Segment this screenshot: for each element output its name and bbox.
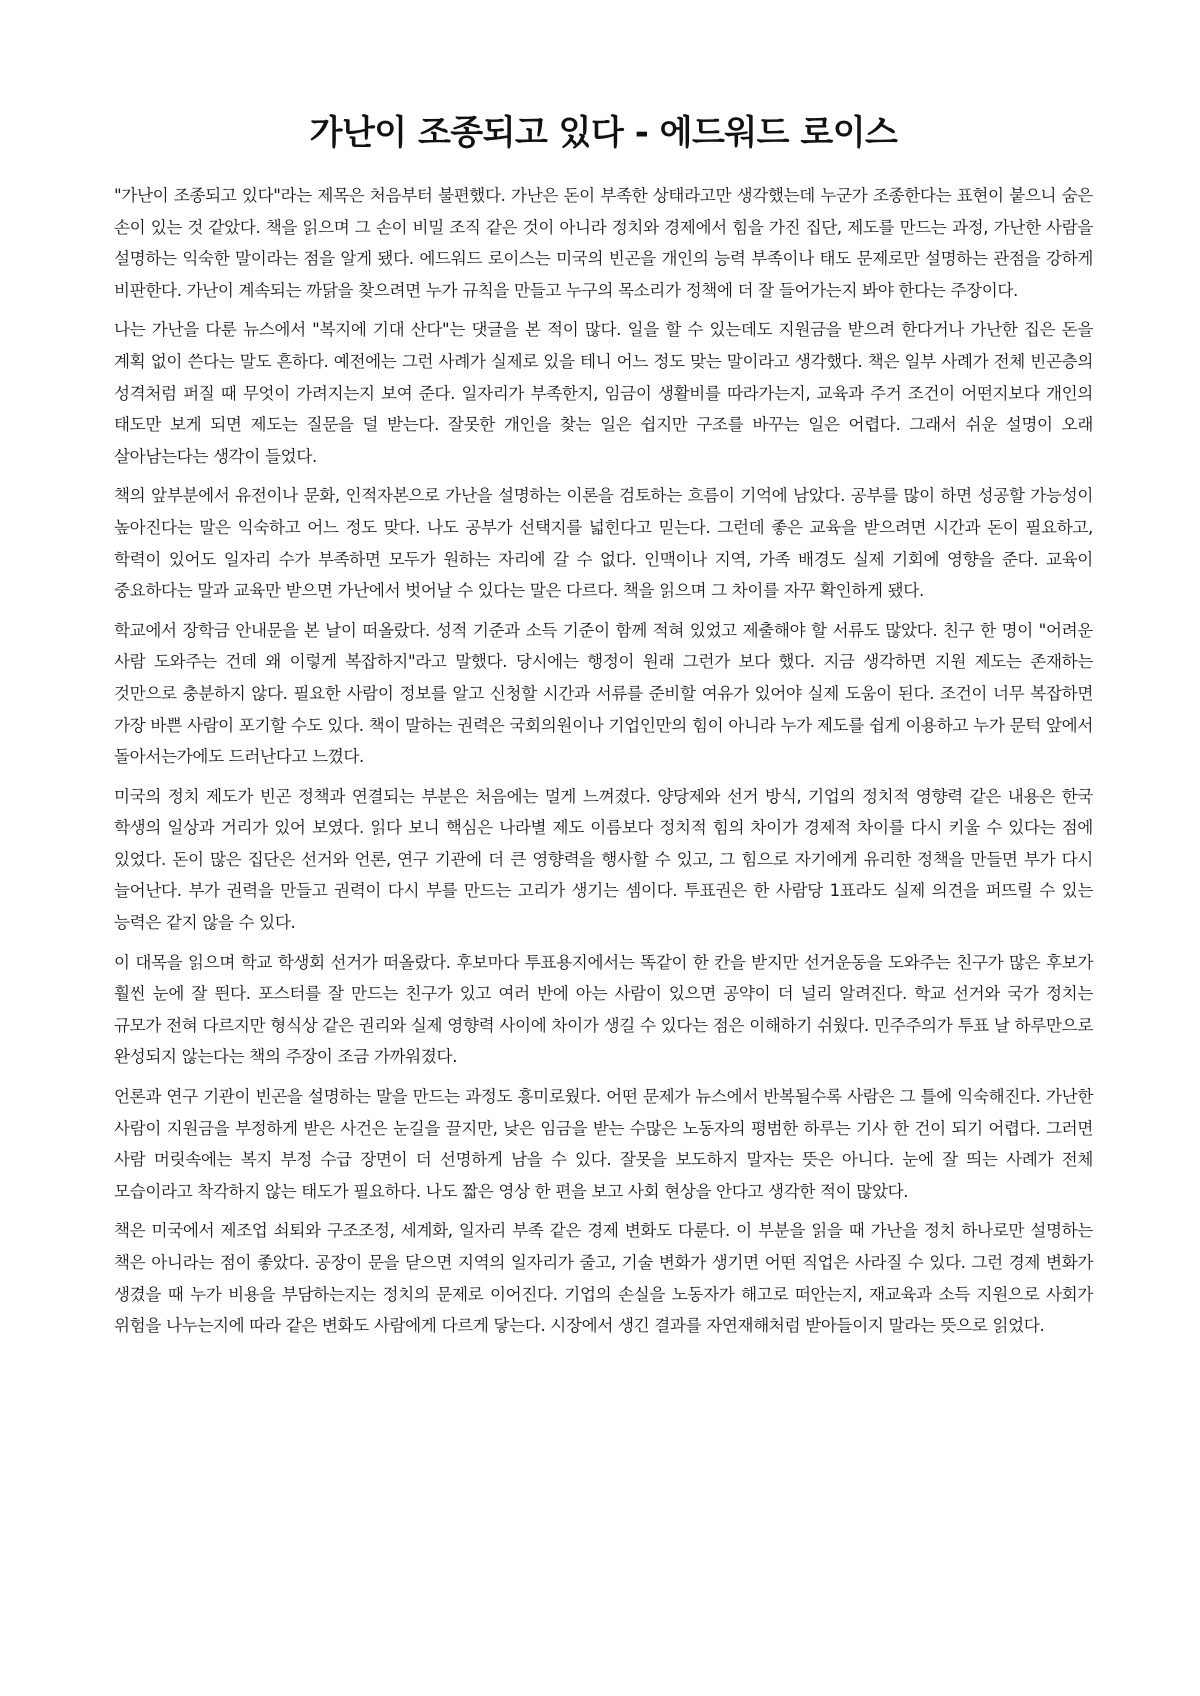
document-title: 가난이 조종되고 있다 - 에드워드 로이스: [309, 113, 898, 153]
paragraph: 미국의 정치 제도가 빈곤 정책과 연결되는 부분은 처음에는 멀게 느껴졌다. 양당제와 선거 방식, 기업의 정치적 영향력 같은 내용은 한국 학생의 일상과 거리가 있어 보였다. 읽다 보니 핵심은 나라별 제도 이름보다 정치적 힘의 차이가 경제적 차이를 다시 키울 수 있다는 점에 있었다. 돈이 많은 집단은 선거와 언론, 연구 기관에 더 큰 영향력을 행사할 수 있고, 그 힘으로 자기에게 유리한 정책을 만들면 부가 다시 늘어난다. 부가 권력을 만들고 권력이 다시 부를 만드는 고리가 생기는 셈이다. 투표권은 한 사람당 1표라도 실제 의견을 퍼뜨릴 수 있는 능력은 같지 않을 수 있다.: [114, 786, 1093, 933]
paragraph: "가난이 조종되고 있다"라는 제목은 처음부터 불편했다. 가난은 돈이 부족한 상태라고만 생각했는데 누군가 조종한다는 표현이 붙으니 숨은 손이 있는 것 같았다. 책을 읽으며 그 손이 비밀 조직 같은 것이 아니라 정치와 경제에서 힘을 가진 집단, 제도를 만드는 과정, 가난한 사람을 설명하는 익숙한 말이라는 점을 알게 됐다. 에드워드 로이스는 미국의 빈곤을 개인의 능력 부족이나 태도 문제로만 설명하는 관점을 강하게 비판한다. 가난이 계속되는 까닭을 찾으려면 누가 규칙을 만들고 누구의 목소리가 정책에 더 잘 들어가는지 봐야 한다는 주장이다.: [114, 186, 1093, 300]
document-body: [114, 180, 1093, 1342]
paragraph: 책은 미국에서 제조업 쇠퇴와 구조조정, 세계화, 일자리 부족 같은 경제 변화도 다룬다. 이 부분을 읽을 때 가난을 정치 하나로만 설명하는 책은 아니라는 점이 좋았다. 공장이 문을 닫으면 지역의 일자리가 줄고, 기술 변화가 생기면 어떤 직업은 사라질 수 있다. 그런 경제 변화가 생겼을 때 누가 비용을 부담하는지는 정치의 문제로 이어진다. 기업의 손실을 노동자가 해고로 떠안는지, 재교육과 소득 지원으로 사회가 위험을 나누는지에 따라 같은 변화도 사람에게 다르게 닿는다. 시장에서 생긴 결과를 자연재해처럼 받아들이지 말라는 뜻으로 읽었다.: [114, 1221, 1093, 1336]
paragraph: 책의 앞부분에서 유전이나 문화, 인적자본으로 가난을 설명하는 이론을 검토하는 흐름이 기억에 남았다. 공부를 많이 하면 성공할 가능성이 높아진다는 말은 익숙하고 어느 정도 맞다. 나도 공부가 선택지를 넓힌다고 믿는다. 그런데 좋은 교육을 받으려면 시간과 돈이 필요하고, 학력이 있어도 일자리 수가 부족하면 모두가 원하는 자리에 갈 수 없다. 인맥이나 지역, 가족 배경도 실제 기회에 영향을 준다. 교육이 중요하다는 말과 교육만 받으면 가난에서 벗어날 수 있다는 말은 다르다. 책을 읽으며 그 차이를 자꾸 확인하게 됐다.: [114, 486, 1093, 601]
paragraph: 학교에서 장학금 안내문을 본 날이 떠올랐다. 성적 기준과 소득 기준이 함께 적혀 있었고 제출해야 할 서류도 많았다. 친구 한 명이 "어려운 사람 도와주는 건데 왜 이렇게 복잡하지"라고 말했다. 당시에는 행정이 원래 그런가 보다 했다. 지금 생각하면 지원 제도는 존재하는 것만으로 충분하지 않다. 필요한 사람이 정보를 알고 신청할 시간과 서류를 준비할 여유가 있어야 실제 도움이 된다. 조건이 너무 복잡하면 가장 바쁜 사람이 포기할 수도 있다. 책이 말하는 권력은 국회의원이나 기업인만의 힘이 아니라 누가 제도를 쉽게 이용하고 누가 문턱 앞에서 돌아서는가에도 드러난다고 느꼈다.: [114, 620, 1093, 767]
paragraph: 이 대목을 읽으며 학교 학생회 선거가 떠올랐다. 후보마다 투표용지에서는 똑같이 한 칸을 받지만 선거운동을 도와주는 친구가 많은 후보가 훨씬 눈에 잘 띈다. 포스터를 잘 만드는 친구가 있고 여러 반에 아는 사람이 있으면 공약이 더 널리 알려진다. 학교 선거와 국가 정치는 규모가 전혀 다르지만 형식상 같은 권리와 실제 영향력 사이에 차이가 생길 수 있다는 점은 이해하기 쉬웠다. 민주주의가 투표 날 하루만으로 완성되지 않는다는 책의 주장이 조금 가까워졌다.: [114, 952, 1093, 1067]
paragraph: 나는 가난을 다룬 뉴스에서 "복지에 기대 산다"는 댓글을 본 적이 많다. 일을 할 수 있는데도 지원금을 받으려 한다거나 가난한 집은 돈을 계획 없이 쓴다는 말도 흔하다. 예전에는 그런 사례가 실제로 있을 테니 어느 정도 맞는 말이라고 생각했다. 책은 일부 사례가 전체 빈곤층의 성격처럼 퍼질 때 무엇이 가려지는지 보여 준다. 일자리가 부족한지, 임금이 생활비를 따라가는지, 교육과 주거 조건이 어떤지보다 개인의 태도만 보게 되면 제도는 질문을 덜 받는다. 잘못한 개인을 찾는 일은 쉽지만 구조를 바꾸는 일은 어렵다. 그래서 쉬운 설명이 오래 살아남는다는 생각이 들었다.: [114, 320, 1093, 466]
paragraph: 언론과 연구 기관이 빈곤을 설명하는 말을 만드는 과정도 흥미로웠다. 어떤 문제가 뉴스에서 반복될수록 사람은 그 틀에 익숙해진다. 가난한 사람이 지원금을 부정하게 받은 사건은 눈길을 끌지만, 낮은 임금을 받는 수많은 노동자의 평범한 하루는 기사 한 건이 되기 어렵다. 그러면 사람 머릿속에는 복지 부정 수급 장면이 더 선명하게 남을 수 있다. 잘못을 보도하지 말자는 뜻은 아니다. 눈에 잘 띄는 사례가 전체 모습이라고 착각하지 않는 태도가 필요하다. 나도 짧은 영상 한 편을 보고 사회 현상을 안다고 생각한 적이 많았다.: [114, 1087, 1093, 1201]
